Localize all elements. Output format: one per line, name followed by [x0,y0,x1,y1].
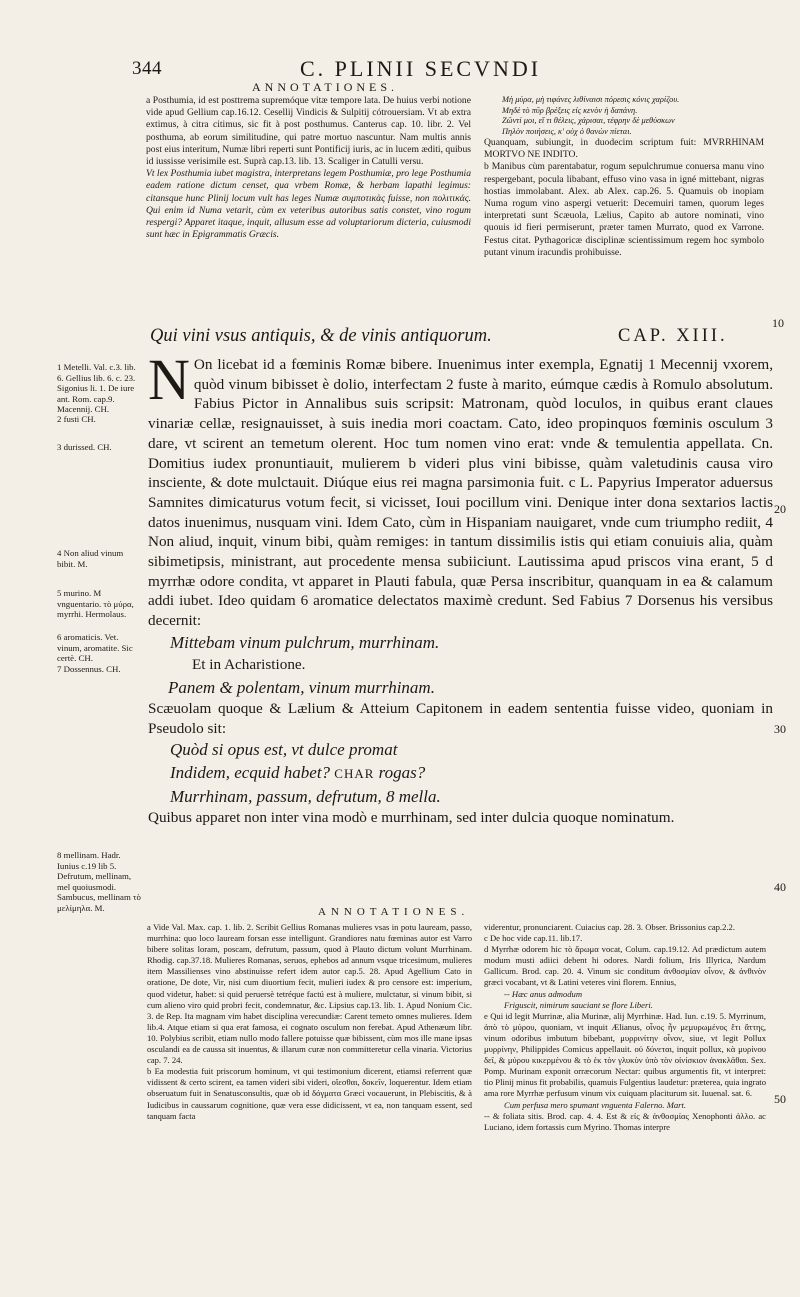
line-number: 10 [772,316,784,330]
footnote-quote: -- Hæc anus admodum [504,988,583,999]
annotation-scaliger: Vt lex Posthumia iubet magistra, interpretans legem Posthumiæ, pro lege Posthumia eadem ratione dictum censet, qua vrbem Romæ, & herbam lapathi legimus: citansque hunc Plinij locum vult has leges Numæ συμποτικὰς fuisse, non πολιτικάς. Qui enim id Numa vetarit, cùm ex veteribus autoribus satis constet, vino rogum respergi? Apparet itaque, inquit, allusum esse ad voluptariorum dicteria, cuiusmodi sunt hæc in Epigrammatis Græcis. [146,168,471,241]
page-number: 344 [132,58,162,79]
top-annotations-left [146,95,471,241]
speaker-label: CHAR [334,766,375,782]
margin-note: 2 fusti CH. [57,414,96,424]
annotation-b: b Manibus cùm parentabatur, rogum sepulchrumue conuersa manu vino respergebant, pocula libabant, effuso vino vasa in igné mittebant, nigras hostias immolabant. Alex. ab Alex. cap.26. 5. Quamuis ob inopiam Numa rogum vino aspergi vetuerit: Decemuiri tamen, quorum leges interpretati sunt Scæuola, Lælius, Capito ab autore nominati, vino quouis id fieri permiserunt, præter tamen Murrato, quod ex Varrone. Festus citat. Pythagoricæ disciplinæ scientissimum regem hoc symbolo putant vinum iracundis prohibuisse. [484,161,764,258]
chapter-heading [150,326,770,347]
line-number: 20 [774,502,786,516]
verse-line: Panem & polentam, vinum murrhinam. [168,677,435,697]
verse-text: Indidem, ecquid habet? [170,763,331,783]
margin-notes [57,0,141,1297]
annotations-heading: ANNOTATIONES. [318,906,470,918]
margin-note: 8 mellinam. Hadr. Iunius c.19 lib 5. Defrutum, mellinam, mel quoiusmodi. Sambucus, mellinam τὸ μελίμηλα. M. [57,850,141,913]
footnote-d: d Myrrhæ odorem hic τὸ ἄρωμα vocat, Colum. cap.19.12. Ad prædictum autem modum musti adiici debent hi odores. Nardi folium, Iris Illyrica, Nardum Gallicum. Brod. cap. 20. 4. Vinum sic conditum ἀνθοσμίαν οἶνον, & ἀνθινὸν græci vocabant, vt & Latini veteres vini florem. Ennius, [484,944,766,988]
bottom-annotations-left [147,922,472,1122]
bottom-annotations-right [484,922,766,1133]
footnote-e: e Qui id legit Murrinæ, alia Murinæ, alij Myrrhinæ. Had. Iun. c.19. 5. Myrrinum, ἀπὸ τὸ μύρου, quoniam, vt inquit Ælianus, οἶνος ἦν μεμυρωμένος ἔτι ἄττης, vinum odoribus imbutum bibebant, μυρρινίτην οἶνον, siue, vt legit Pollux μυρρίνην, Philippides Comicus appellauit. οὐ δύνεται, inquit pollux, κὰ μυρίνου δεῖ, & μύρου κικερμένου & τὸ ἐκ τὸν γλυκὺν ὑπὸ τὸν οἰνίσκιον ἀνακλᾶθαι. Sex. Pomp. Murinam exponit orræcorum Nectar: quibus argumentis fit, vt interpret: tio Plinij minus fit probabilis, quamuis Fulgentius laudetur: præterea, quia ingrato ama rore Myrrhæ perfusum vinum vix cuiquam placiturum sit. Iuuenal. sat. 6. [484,1010,766,1099]
footnote-quote: Friguscit, nimirum sauciant se flore Liberi. [504,999,653,1010]
greek-epigram-line: Μηδὲ τὸ πῦρ βρέξεις εἰς κενὸν ἡ δαπάνη. [502,105,638,115]
top-annotations-right [484,95,764,259]
line-number: 30 [774,722,786,736]
main-text [148,347,773,828]
footnote-f: -- & foliata sitis. Brod. cap. 4. 4. Est & εἰς & ἀνθοσμίας Xenophonti ἀλλο. ac Luciano, idem fortassis cum Myrino. Thomas interpre [484,1110,766,1132]
footnote-b: b Ea modestia fuit priscorum hominum, vt qui testimonium dicerent, etiamsi referrent quæ vidissent & certo scirent, ea tamen videri sibi videri, οἴεσθαι, δοκεῖν, loquerentur. Idem etiam obseruatum fuit in Senatusconsultis, quæ ob id δόγματα Græci vocauerunt, in Plebiscitis, & à Iudicibus in caussarum cognitione, quæ vera esse didicissent, vt ea, non tanquam essent, sed tanquam facta [147,1066,472,1121]
verse-text: rogas? [378,763,426,783]
running-subtitle: ANNOTATIONES. [252,80,399,94]
annotation-a: a Posthumia, id est posttrema supremóque vitæ tempore lata. De huius verbi notione vide apud Gellium cap.16.12. Cesellij Vindicis & Sulpitij cótrouersiam. Vt ab extra extimus, à citra citimus, sic fit à post posthumus. Canterus cap. 10. libr. 2. Vel posthuma, ab eorum similitudine, qui patre mortuo nascuntur. Nam multis annis post eius interitum, Numæ libri reperti sunt Pontificij iuris, ac in lucem æditi, quibus id iussisse verisimile est. Suprà cap.13. lib. 13. Scaliger in Catulli versu. [146,95,471,168]
running-title: C. PLINII SECVNDI [300,56,542,81]
margin-note: 1 Metelli. Val. c.3. lib. 6. Gellius lib. 6. c. 23. Sigonius li. 1. De iure ant. Rom. cap.9. Macennij. CH. [57,362,136,414]
verse-line: Murrhinam, passum, defrutum, 8 mella. [170,787,441,807]
margin-note: 4 Non aliud vinum bibit. M. [57,548,124,569]
main-paragraph [148,347,773,631]
margin-note: 3 durissed. CH. [57,442,112,452]
verse-line: Quòd si opus est, vt dulce promat [170,740,398,760]
line-number: 40 [774,880,786,894]
line-number: 50 [774,1092,786,1106]
footnote-c: c De hoc vide cap.11. lib.17. [484,933,583,944]
footnote-quote: Cum perfusa mero spumant vnguenta Falerno. Mart. [504,1099,687,1110]
greek-epigram-line: Πηλὸν ποιήσεις, κ' οὐχ ὁ θανὼν πίεται. [502,126,632,136]
verse-source: Et in Acharistione. [192,655,306,673]
verse-line: Mittebam vinum pulchrum, murrhinam. [170,632,440,652]
footnote-a: a Vide Val. Max. cap. 1. lib. 2. Scribit Gellius Romanas mulieres vsas in potu lauream, passo, murrhina: quo loco lauream forsan esse intelligunt. Grandiores natu fœminas autor est Varro bibere solitas loram, poscam, defrutum, passum, quod à Plauto dictum volunt Murrhinam. Rhodig. cap.37.18. Mulieres Romanas, seruos, ephebos ad annum vsque tricesimum, mulieres item Massilienses vino abstinuisse refert idem autor cap.5. 28. Apud Agellium Cato in oratione, De dote, Vir, nisi cum diuortium fecit, mulieri iudex & pro censore est: imperium, quod videtur, habet: si quid peruersè tetréque factú est à muliere, mulctatur, si vinum bibit, si cum alieno viro quid probri fecit, condemnatur, &c. Lipsius cap.13. lib. 1. Apud Nonium Cic. 3. de Rep. Ita magnam vim habet disciplina verecundiæ: Carent temeto omnes mulieres. Idem lib.4. Atque etiam si qua erat famosa, ei cognato osculum non ferebat. Apud Athenæum libr. 10. Polybius scribit, etiam nullo modo fallere potuisse quæ bibissent, cùm mos ille mane ipsas osculandi ea de caussa sit inuentus, & illarum curæ non committeretur cella vinaria. Victorius cap. 7. 24. [147,922,472,1066]
main-paragraph-text: On licebat id a fœminis Romæ bibere. Inuenimus inter exempla, Egnatij 1 Mecennij vxorem, quòd vinum bibisset è dolio, interfectam 2 fuste à marito, eúmque cædis à Romulo absolutum. Fabius Pictor in Annalibus suis scripsit: Matronam, quòd loculos, in quibus erant claues vinariæ cellæ, resignauisset, à suis inedia mori coactam. Cato, ideo propinquos fœminis osculum 3 dare, vt scirent an temetum olerent. Hoc tum nomen vino erat: vnde & temulentia appellata. Cn. Domitius iudex pronuntiauit, mulierem b videri plus vini bibisse, quàm valetudinis causa viro insciente, & dote mulctauit. Diúque eius rei magna parsimonia fuit. c L. Papyrius Imperator aduersus Samnites dimicaturus votum fecit, si vicisset, Ioui pocillum vini. Denique inter dona sextarios lactis datos inuenimus, nusquam vini. Idem Cato, cùm in Hispaniam nauigaret, vnde cum triumpho rediit, 4 Non aliud, inquit, vinum bibi, quàm remiges: in tantum dissimilis istis qui etiam conuiuis alia, quàm sibimetipsis, ministrant, aut procedente mensa subiiciunt. Lautissima apud priscos vina erant, 5 d myrrhæ odore condita, vt apparet in Plauti fabula, quæ Persa inscribitur, quanquam in ea & calamum addi iubet. Ideo quidam 6 aromatice delectatos maximè credunt. Sed Fabius 7 Dorsenus his versibus decernit: [148,356,773,630]
main-paragraph-2: Scæuolam quoque & Lælium & Atteium Capitonem in eadem sententia fuisse video, quoniam in Pseudolo sit: [148,699,773,737]
greek-epigram-line: Μὴ μύρα, μὴ τιφάνες λιθίναισι πόρεσις κόνις χαρίζου. [502,95,680,104]
chapter-number: CAP. XIII. [618,326,728,346]
margin-note: 7 Dossennus. CH. [57,664,121,674]
margin-note: 6 aromaticis. Vet. vinum, aromatite. Sic certè. CH. [57,632,133,663]
main-paragraph-3: Quibus apparet non inter vina modò e murrhinam, sed inter dulcia quoque nominatum. [148,809,675,827]
chapter-title: Qui vini vsus antiquis, & de vinis antiquorum. [150,326,492,346]
greek-epigram-line: Ζῶντί μοι, εἴ τι θέλεις, χάρισαι, τέφρην δὲ μεθύσκων [502,116,675,125]
annotation-murrhinam: Quanquam, subiungit, in duodecim scriptum fuit: MVRRHINAM MORTVO NE INDITO. [484,137,764,161]
footnote-continued: viderentur, pronunciarent. Cuiacius cap. 28. 3. Obser. Brissonius cap.2.2. [484,922,735,932]
verse-line [148,761,773,785]
margin-note: 5 murino. M vnguentario. τὸ μύρα, myrrhi. Hermolaus. [57,588,134,619]
drop-cap: N [148,347,190,412]
